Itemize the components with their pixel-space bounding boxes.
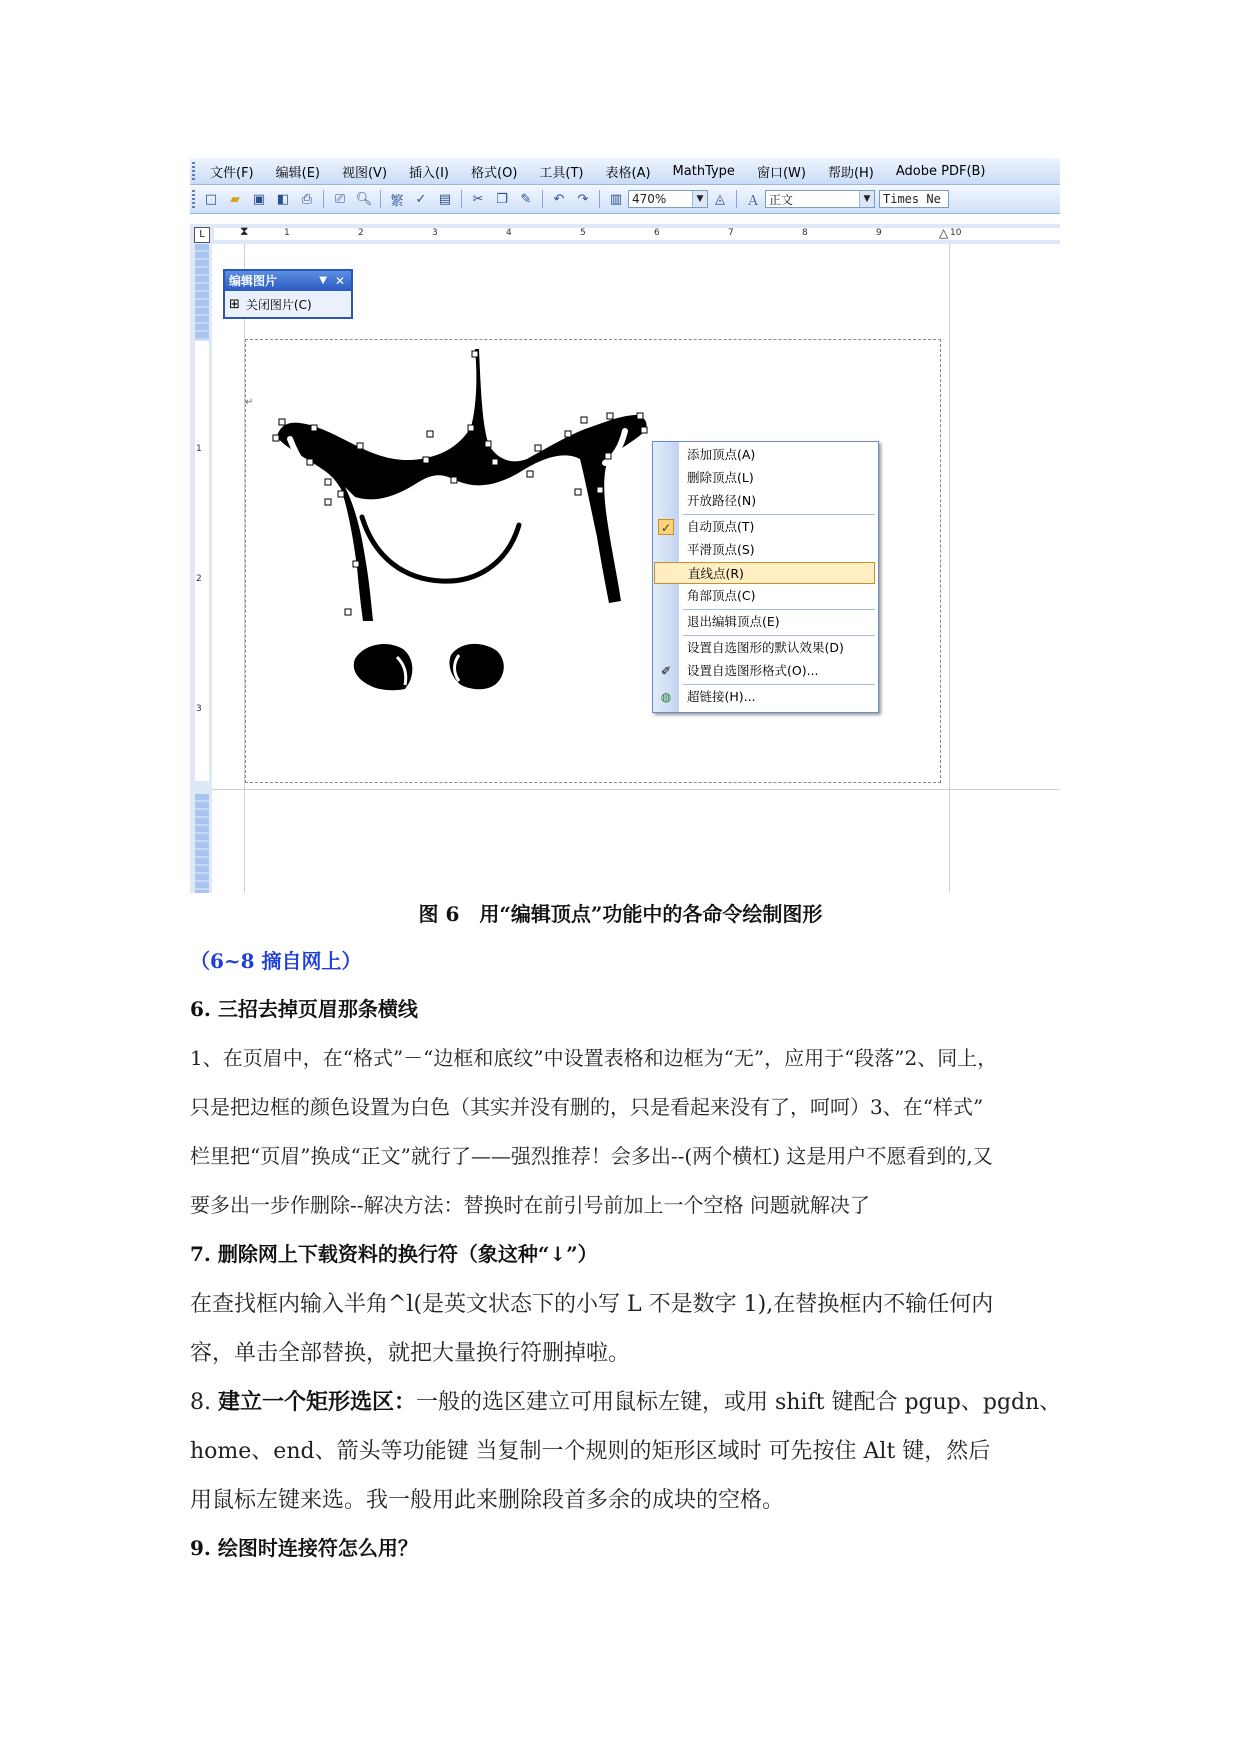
paragraph-8-text: 一般的选区建立可用鼠标左键，或用 shift 键配合 pgup、pgdn、 (416, 1390, 1062, 1415)
ruler-number: 2 (196, 574, 202, 584)
smile-curve (362, 517, 519, 581)
ruler-number: 1 (284, 228, 290, 238)
vertex-handle (597, 487, 603, 493)
toolbar-separator (599, 190, 600, 208)
vertex-handle (357, 443, 363, 449)
hyperlink-globe-icon: ◍ (660, 690, 672, 704)
edit-picture-title (225, 271, 351, 291)
toolbar-separator (323, 190, 324, 208)
new-document-icon[interactable]: □ (204, 191, 218, 207)
toolbar-separator (542, 190, 543, 208)
paragraph-mark-icon: ↵ (245, 397, 254, 408)
ruler-number: 4 (506, 228, 512, 238)
vertex-handle (581, 417, 587, 423)
ruler-number: 10 (950, 228, 962, 238)
heading-6: 6. 三招去掉页眉那条横线 (190, 997, 418, 1021)
ruler-number: 5 (580, 228, 586, 238)
open-folder-icon[interactable]: ▰ (230, 191, 240, 207)
menu-item-straight-point[interactable]: 直线点(R) (654, 562, 875, 584)
paragraph-8-first-line (190, 1385, 1061, 1416)
margin-guide (949, 244, 950, 893)
font-value: Times Ne (883, 192, 941, 206)
vertex-handle (311, 425, 317, 431)
vertex-handle (338, 491, 344, 497)
menu-bar (190, 158, 1060, 185)
ruler-margin-top (195, 244, 209, 340)
paragraph-6-line: 1、在页眉中，在“格式”－“边框和底纹”中设置表格和边框为“无”，应用于“段落”2、同上， (190, 1046, 998, 1070)
paragraph-6-line: 只是把边框的颜色设置为白色（其实并没有删的，只是看起来没有了，呵呵）3、在“样式” (190, 1095, 984, 1119)
menu-item-corner-point[interactable]: 角部顶点(C) (687, 588, 756, 603)
cut-icon[interactable]: ✂ (472, 191, 484, 207)
left-indent-marker[interactable]: ⧗ (240, 224, 249, 238)
close-picture-button[interactable] (225, 291, 351, 317)
vertex-handle (451, 477, 457, 483)
heading-8-number: 8. (190, 1390, 211, 1415)
spelling-icon[interactable]: ✓ (415, 191, 427, 207)
margin-guide (212, 789, 1060, 790)
print-preview-icon[interactable]: ⎚ (334, 191, 346, 207)
font-combo[interactable] (879, 190, 949, 208)
chevron-down-icon[interactable]: ▼ (692, 191, 707, 207)
word-screenshot (190, 158, 1060, 893)
format-painter-icon[interactable]: ✎ (520, 191, 532, 207)
crop-frame-icon: ⊞ (229, 296, 240, 312)
menu-item-delete-point[interactable]: 删除顶点(L) (687, 470, 754, 485)
paragraph-8-line: home、end、箭头等功能键 当复制一个规则的矩形区域时 可先按住 Alt 键，然后 (190, 1439, 991, 1464)
style-value: 正文 (769, 192, 794, 207)
ruler-band (214, 228, 1060, 240)
tab-selector[interactable]: L (194, 227, 210, 243)
right-foot-shape (449, 644, 503, 689)
vertex-handle (492, 459, 498, 465)
ruler-band (195, 341, 209, 781)
print-icon[interactable]: ⎙ (301, 191, 313, 207)
ruler-number: 8 (802, 228, 808, 238)
toolbar-separator (461, 190, 462, 208)
vertex-handle (325, 499, 331, 505)
chevron-down-icon[interactable]: ▼ (319, 275, 327, 286)
menu-item-auto-point[interactable]: ✓ 自动顶点(T) (654, 516, 875, 538)
vertex-handle (485, 441, 491, 447)
vertical-ruler[interactable] (190, 244, 212, 893)
zoom-combo[interactable] (628, 190, 708, 208)
vertex-handle (575, 489, 581, 495)
menu-separator (683, 684, 875, 685)
right-indent-marker[interactable]: △ (939, 226, 949, 240)
menu-item-set-default-autoshape[interactable]: 设置自选图形的默认效果(D) (687, 640, 844, 655)
vertex-handle (273, 435, 279, 441)
vertex-handle (535, 445, 541, 451)
heading-9: 9. 绘图时连接符怎么用？ (190, 1536, 418, 1560)
ruler-number: 1 (196, 444, 202, 454)
source-note: （6~8 摘自网上） (190, 949, 362, 973)
vertex-handle (279, 419, 285, 425)
menu-separator (683, 609, 875, 610)
vertex-handle (472, 351, 478, 357)
vertex-handle (641, 427, 647, 433)
edit-picture-toolbar (223, 269, 353, 319)
menu-edit[interactable]: 编辑(E) (275, 165, 320, 181)
research-icon[interactable]: 繁 (390, 193, 404, 209)
toolbar-grip[interactable] (192, 162, 195, 180)
menu-mathtype[interactable]: MathType (672, 163, 735, 179)
toolbar-separator (736, 190, 737, 208)
menu-file[interactable]: 文件(F) (210, 165, 254, 181)
chevron-down-icon[interactable]: ▼ (859, 191, 874, 207)
ruler-number: 2 (358, 228, 364, 238)
print-preview-zoom-icon[interactable]: 🔍︎ (355, 191, 373, 207)
zoom-value: 470% (632, 192, 667, 206)
vertex-handle (353, 561, 359, 567)
menu-item-add-point[interactable]: 添加顶点(A) (687, 447, 756, 462)
paragraph-7-line: 容，单击全部替换，就把大量换行符删掉啦。 (190, 1341, 631, 1366)
paragraph-6-line: 要多出一步作删除--解决方法：替换时在前引号前加上一个空格 问题就解决了 (190, 1193, 870, 1217)
menu-separator (683, 635, 875, 636)
vertex-handle (423, 457, 429, 463)
menu-tools[interactable]: 工具(T) (539, 165, 584, 181)
paragraph-7-line: 在查找框内输入半角^l(是英文状态下的小写 L 不是数字 1),在替换框内不输任何内 (190, 1292, 994, 1317)
save-icon[interactable]: ▣ (252, 191, 266, 207)
menu-item-exit-edit-points[interactable]: 退出编辑顶点(E) (687, 614, 780, 629)
vertex-handle (637, 413, 643, 419)
standard-toolbar (190, 185, 1060, 214)
paragraph-8-line: 用鼠标左键来选。我一般用此来删除段首多余的成块的空格。 (190, 1488, 785, 1513)
menu-insert[interactable]: 插入(I) (409, 165, 450, 181)
checkmark-icon: ✓ (658, 519, 674, 535)
close-icon[interactable]: ✕ (334, 274, 345, 288)
vertex-handle (527, 471, 533, 477)
ruler-number: 9 (876, 228, 882, 238)
menu-item-format-autoshape[interactable]: ✐ 设置自选图形格式(O)... (654, 660, 875, 682)
vertex-handle (325, 479, 331, 485)
permission-icon[interactable]: ◧ (276, 191, 290, 207)
menu-item-smooth-point[interactable]: 平滑顶点(S) (687, 542, 755, 557)
menu-view[interactable]: 视图(V) (341, 165, 388, 181)
menu-adobe-pdf[interactable]: Adobe PDF(B) (895, 163, 986, 179)
research-book-icon[interactable]: ▤ (438, 191, 452, 207)
vertex-handle (468, 425, 474, 431)
columns-icon[interactable]: ▥ (609, 191, 623, 207)
edit-picture-title-text: 编辑图片 (229, 274, 278, 288)
format-autoshape-icon: ✐ (660, 664, 672, 678)
vertex-handle (607, 413, 613, 419)
vertex-handle (605, 453, 611, 459)
menu-help[interactable]: 帮助(H) (827, 165, 874, 181)
ruler-number: 7 (728, 228, 734, 238)
menu-item-hyperlink[interactable]: ◍ 超链接(H)... (654, 686, 875, 708)
ruler-margin-bottom (195, 794, 209, 893)
vertex-handle (345, 609, 351, 615)
paragraph-6-line: 栏里把“页眉”换成“正文”就行了——强烈推荐！会多出--(两个横杠) 这是用户不愿看到的,又 (190, 1144, 993, 1168)
ruler-number: 3 (196, 704, 202, 714)
figure-caption: 图 6 用“编辑顶点”功能中的各命令绘制图形 (418, 902, 823, 926)
close-picture-label: 关闭图片(C) (245, 297, 312, 312)
ruler-number: 6 (654, 228, 660, 238)
menu-format[interactable]: 格式(O) (471, 165, 518, 181)
undo-icon[interactable]: ↶ (553, 191, 565, 207)
redo-icon[interactable]: ↷ (577, 191, 589, 207)
heading-7: 7. 删除网上下载资料的换行符（象这种“↓”） (190, 1242, 598, 1266)
styles-formatting-icon[interactable]: Ａ (746, 193, 760, 209)
menu-window[interactable]: 窗口(W) (756, 165, 806, 181)
heading-8-title: 建立一个矩形选区： (218, 1389, 417, 1415)
vertex-handle (565, 431, 571, 437)
horizontal-ruler[interactable] (190, 224, 1060, 244)
edit-points-context-menu (652, 441, 879, 713)
vertex-handle (427, 431, 433, 437)
drawing-icon[interactable]: ◬ (715, 191, 725, 207)
vertex-handle (307, 459, 313, 465)
menu-table[interactable]: 表格(A) (605, 165, 651, 181)
ruler-number: 3 (432, 228, 438, 238)
menu-separator (683, 514, 875, 515)
copy-icon[interactable]: ❐ (496, 191, 508, 207)
toolbar-separator (380, 190, 381, 208)
toolbar-grip[interactable] (192, 190, 195, 208)
style-combo[interactable] (765, 190, 875, 208)
menu-item-open-path[interactable]: 开放路径(N) (687, 493, 757, 508)
